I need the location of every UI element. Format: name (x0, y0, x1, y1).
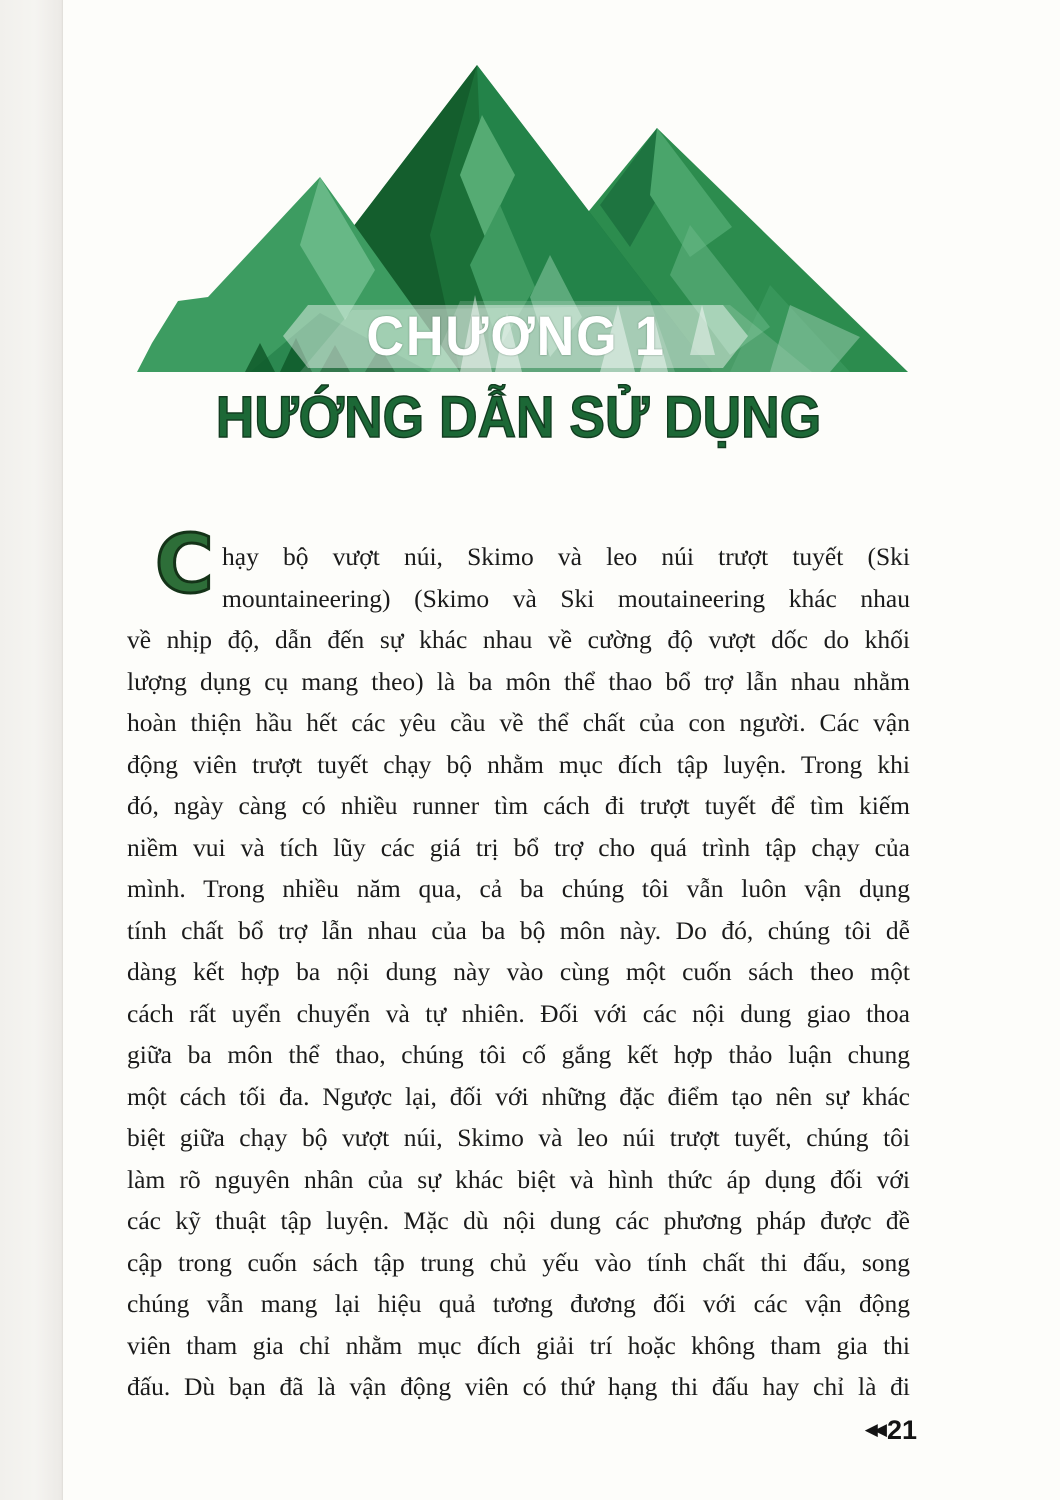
chapter-banner-label: CHƯƠNG 1 (366, 303, 666, 367)
paragraph-line: đấu. Dù bạn đã là vận động viên có thứ hạng thi đấu hay chỉ là đi (127, 1372, 910, 1401)
footer-pager (865, 1416, 917, 1444)
paragraph-line: chúng vẫn mang lại hiệu quả tương đương đối với các vận động (127, 1289, 910, 1318)
paragraph-line: cách rất uyển chuyển và tự nhiên. Đối với các nội dung giao thoa (127, 998, 910, 1028)
paragraph-line: các kỹ thuật tập luyện. Mặc dù nội dung các phương pháp được đề (127, 1206, 910, 1235)
paragraph-line: hoàn thiện hầu hết các yêu cầu về thể chất của con người. Các vận (127, 708, 910, 737)
double-left-triangles-icon: ◀◀ (864, 1420, 883, 1439)
paragraph-line: cập trong cuốn sách tập trung chủ yếu vào tính chất thi đấu, song (127, 1247, 910, 1277)
paragraph-line: hạy bộ vượt núi, Skimo và leo núi trượt tuyết (Ski (222, 542, 910, 571)
paragraph-lines (127, 518, 910, 1408)
drop-cap: C (155, 518, 214, 611)
paragraph-line: tính chất bổ trợ lẫn nhau của ba bộ môn này. Do đó, chúng tôi dễ (127, 915, 910, 945)
paragraph-line: biệt giữa chạy bộ vượt núi, Skimo và leo núi trượt tuyết, chúng tôi (127, 1123, 910, 1152)
page-number: 21 (886, 1415, 917, 1445)
paragraph-line: giữa ba môn thể thao, chúng tôi cố gắng kết hợp thảo luận chung (127, 1040, 910, 1069)
paragraph-line: một cách tối đa. Ngược lại, đối với những đặc điểm tạo nên sự khác (127, 1081, 910, 1111)
chapter-title: HƯỚNG DẪN SỬ DỤNG (215, 384, 822, 450)
scan-edge-shadow (0, 0, 63, 1500)
paragraph-line: dàng kết hợp ba nội dung này vào cùng một cuốn sách theo một (127, 957, 910, 986)
paragraph-line: viên tham gia chỉ nhằm mục đích giải trí hoặc không tham gia thi (127, 1330, 910, 1360)
paragraph-line: về nhịp độ, dẫn đến sự khác nhau về cường độ vượt dốc do khối (127, 625, 910, 654)
paragraph-line: lượng dụng cụ mang theo) là ba môn thể thao bổ trợ lẫn nhau nhằm (127, 666, 910, 696)
paragraph-line: mountaineering) (Skimo và Ski moutaineering khác nhau (222, 583, 910, 613)
paragraph-line: niềm vui và tích lũy các giá trị bổ trợ cho quá trình tập chạy của (127, 832, 910, 862)
paragraph-line: làm rõ nguyên nhân của sự khác biệt và hình thức áp dụng đối với (127, 1164, 910, 1194)
paragraph-line: mình. Trong nhiều năm qua, cả ba chúng tôi vẫn luôn vận dụng (127, 874, 910, 903)
paragraph-line: đó, ngày càng có nhiều runner tìm cách đi trượt tuyết để tìm kiếm (127, 791, 910, 820)
body-paragraph (127, 518, 910, 1408)
paragraph-line: động viên trượt tuyết chạy bộ nhằm mục đích tập luyện. Trong khi (127, 749, 910, 779)
